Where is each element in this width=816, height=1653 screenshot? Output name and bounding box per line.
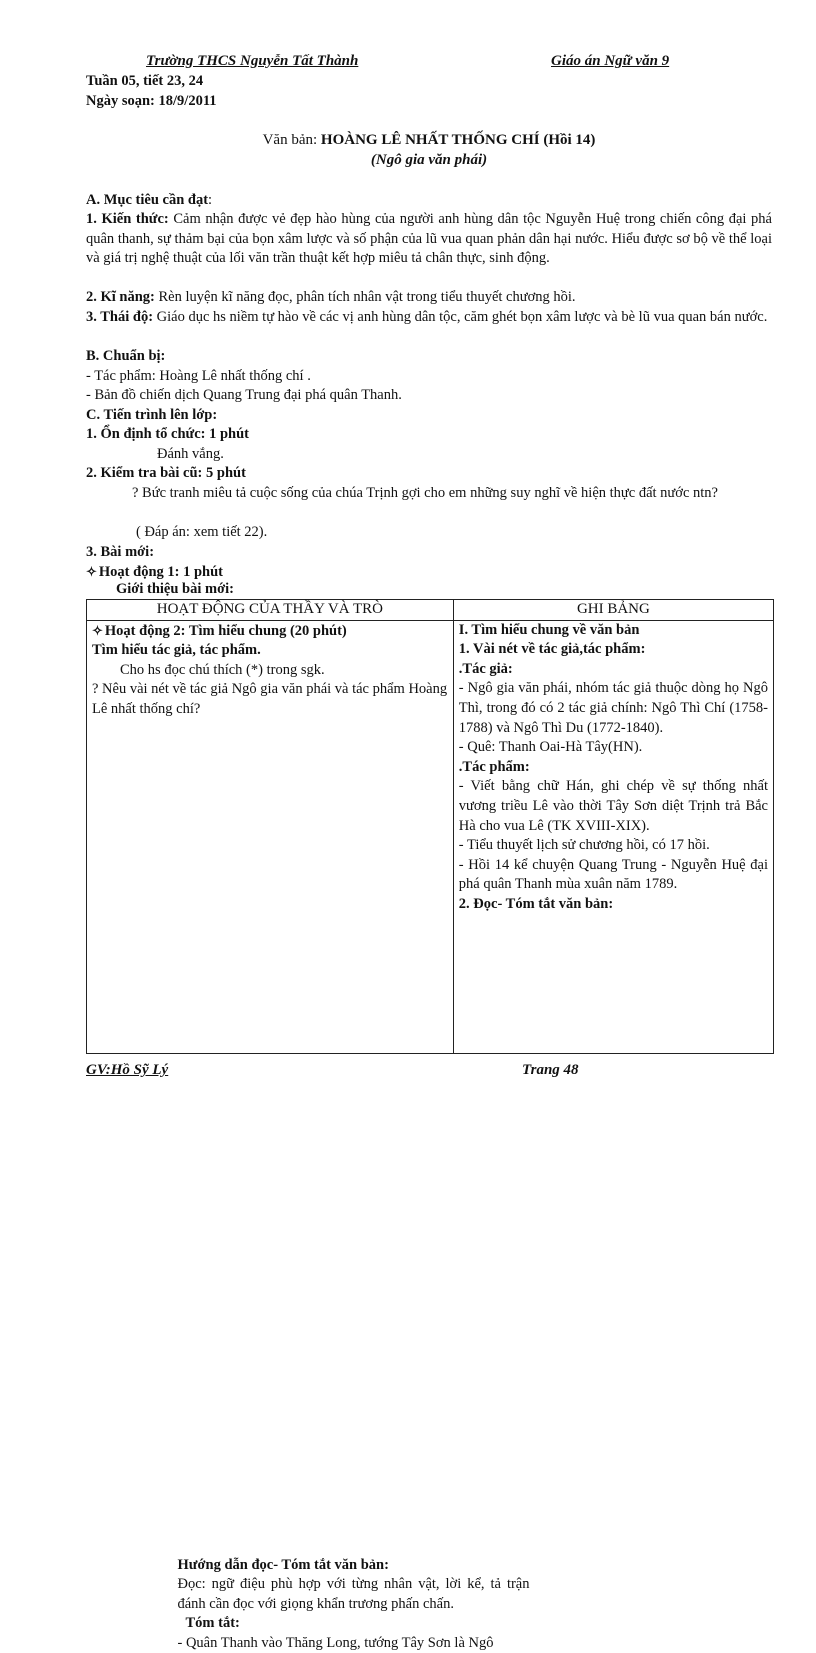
attitude-label: 3. Thái độ: (86, 309, 154, 325)
work-text-1: - Viết bằng chữ Hán, ghi chép về sự thống nhất vương triều Lê vào thời Tây Sơn diệt Trịnh trả Bắc Hà cho vua Lê (TK XVIII-XIX). (458, 778, 768, 834)
knowledge-text: Cảm nhận được vẻ đẹp hào hùng của người anh hùng dân tộc Nguyễn Huệ trong chiến công đại phá quân thanh, sự thảm bại của bọn xâm lược và số phận của lũ vua quan phản dân hại nước. Hiểu được sơ bộ về thể loại và giá trị nghệ thuật của lối văn trần thuật kết hợp miêu tả chân thực, sinh động. (86, 211, 772, 267)
section-b-heading: B. Chuẩn bị: (86, 348, 166, 364)
section-c-heading: C. Tiến trình lên lớp: (86, 407, 218, 423)
week-info: Tuần 05, tiết 23, 24 (86, 73, 204, 89)
objective-attitude (86, 308, 772, 328)
step-2-heading: 2. Kiểm tra bài cũ: 5 phút (86, 465, 246, 481)
author-text: - Ngô gia văn phái, nhóm tác giả thuộc dòng họ Ngô Thì, trong đó có 2 tác giả chính: Ngô Thì Chí (1758-1788) và Ngô Thì Du (1772-1840). (458, 680, 768, 736)
attitude-text: Giáo dục hs niềm tự hào về các vị anh hùng dân tộc, căm ghét bọn xâm lược và bè lũ vua quan bán nước. (153, 309, 768, 325)
objective-knowledge (86, 210, 772, 269)
step-1-text: Đánh vắng. (157, 446, 224, 462)
lesson-subtitle: (Ngô gia văn phái) (370, 152, 488, 168)
school-name: Trường THCS Nguyễn Tất Thành (146, 53, 359, 69)
prep-item-1: - Tác phẩm: Hoàng Lê nhất thống chí . (86, 368, 311, 384)
activity-2-label: Hoạt động 2: Tìm hiểu chung (20 phút) (104, 622, 347, 639)
page-number: Trang 48 (522, 1062, 579, 1078)
lesson-title (86, 131, 772, 151)
section-a-title: A. Mục tiêu cần đạt (86, 192, 209, 208)
step-2-question: ? Bức tranh miêu tả cuộc sống của chúa Trịnh gợi cho em những suy nghĩ về hiện thực đất nước ntn? (132, 485, 718, 501)
activity-1-label: Hoạt động 1: 1 phút (98, 564, 223, 580)
activity-2-heading (92, 621, 448, 642)
section-a-heading (86, 191, 772, 211)
teacher-activity-cell: ✧ Hoạt động 2: Tìm hiểu chung (20 phút) Tìm hiểu tác giả, tác phẩm. Cho hs đọc chú thích (*) trong sgk. ? Nêu vài nét về tác giả Ngô gia văn phái và tác phẩm Hoàng Lê nhất thống chí? Hướng dẫn đọc- Tóm tắt văn bản: Đọc: ngữ điệu phù hợp với từng nhân vật, lời kể, tả trận đánh cần đọc với giọng khẩn trương phấn chấn. Tóm tắt: - Quân Thanh vào Thăng Long, tướng Tây Sơn là Ngô (87, 620, 454, 1053)
diamond-bullet-icon: ✧ (86, 564, 97, 579)
board-notes-cell (453, 620, 773, 1053)
question-text: ? Nêu vài nét về tác giả Ngô gia văn phái và tác phẩm Hoàng Lê nhất thống chí? (92, 681, 448, 717)
title-prefix: Văn bản: (262, 132, 321, 148)
objective-skill (86, 288, 772, 308)
right-column-header: GHI BẢNG (453, 600, 773, 621)
left-column-header: HOẠT ĐỘNG CỦA THẦY VÀ TRÒ (87, 600, 454, 621)
step-1-time: : 1 phút (200, 426, 250, 442)
right-heading-1: I. Tìm hiểu chung về văn bản (458, 621, 640, 638)
step-1-heading (86, 425, 772, 445)
step-3-heading: 3. Bài mới: (86, 544, 155, 560)
diamond-bullet-icon: ✧ (92, 622, 103, 638)
work-label: .Tác phẩm: (458, 758, 530, 775)
prep-date: Ngày soạn: 18/9/2011 (86, 93, 217, 109)
right-heading-3: 2. Đọc- Tóm tắt văn bản: (458, 895, 614, 912)
step-2-answer: ( Đáp án: xem tiết 22). (136, 524, 268, 540)
intro-heading: Giới thiệu bài mới: (116, 581, 234, 597)
table-body-row (87, 620, 774, 1053)
skill-text: Rèn luyện kĩ năng đọc, phân tích nhân vật trong tiểu thuyết chương hồi. (154, 289, 576, 305)
work-text-2: - Tiểu thuyết lịch sử chương hồi, có 17 hồi. (458, 837, 710, 854)
knowledge-label: 1. Kiến thức: (86, 211, 169, 227)
section-a-colon: : (208, 192, 213, 208)
hometown-text: - Quê: Thanh Oai-Hà Tây(HN). (458, 739, 643, 756)
table-header-row (87, 600, 774, 621)
prep-item-2: - Bản đồ chiến dịch Quang Trung đại phá quân Thanh. (86, 387, 402, 403)
title-main: HOÀNG LÊ NHẤT THỐNG CHÍ (Hồi 14) (320, 132, 596, 148)
skill-label: 2. Kĩ năng: (86, 289, 155, 305)
subject-title: Giáo án Ngữ văn 9 (551, 53, 670, 69)
author-work-heading: Tìm hiểu tác giả, tác phẩm. (92, 642, 261, 659)
step-1-label: 1. Ổn định tổ chức (86, 426, 201, 442)
instruction-text: Cho hs đọc chú thích (*) trong sgk. (120, 661, 325, 678)
work-text-3: - Hồi 14 kể chuyện Quang Trung - Nguyễn Huệ đại phá quân Thanh mùa xuân năm 1789. (458, 856, 768, 893)
right-heading-2: 1. Vài nét về tác giả,tác phẩm: (458, 641, 646, 658)
author-label: .Tác giả: (458, 660, 513, 677)
teacher-name: GV:Hồ Sỹ Lý (86, 1062, 169, 1078)
